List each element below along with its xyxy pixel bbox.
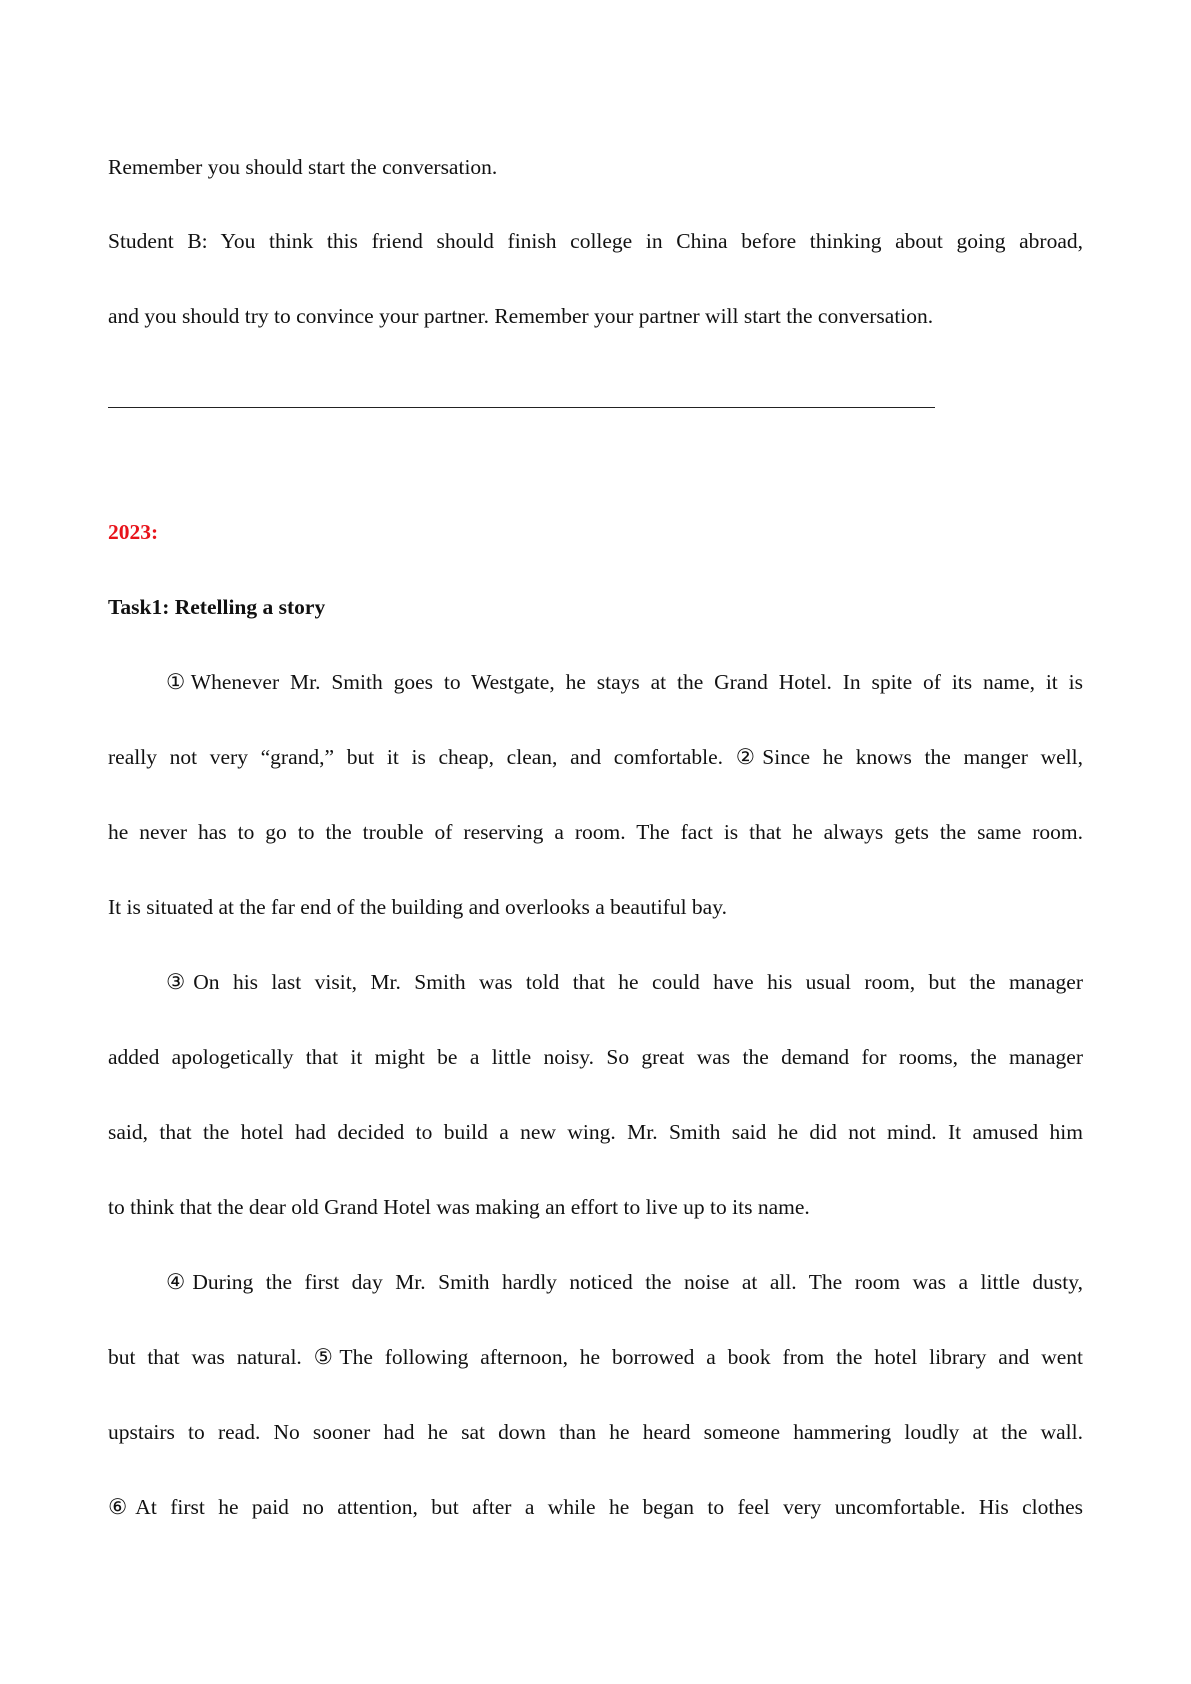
story-p3-line-3: upstairs to read. No sooner had he sat down than he heard someone hammering loudly at the wall. bbox=[108, 1420, 1083, 1444]
section-divider bbox=[108, 407, 935, 408]
story-p1-line-4: It is situated at the far end of the building and overlooks a beautiful bay. bbox=[108, 895, 727, 919]
story-p1-line-1: ①Whenever Mr. Smith goes to Westgate, he stays at the Grand Hotel. In spite of its name, it is bbox=[166, 670, 1083, 694]
story-p3-line-2: but that was natural. ⑤The following afternoon, he borrowed a book from the hotel library and went bbox=[108, 1345, 1083, 1369]
story-p2-line-2: added apologetically that it might be a little noisy. So great was the demand for rooms, the manager bbox=[108, 1045, 1083, 1069]
intro-line-3: and you should try to convince your partner. Remember your partner will start the conversation. bbox=[108, 304, 934, 328]
story-p1-line-3: he never has to go to the trouble of reserving a room. The fact is that he always gets the same room. bbox=[108, 820, 1083, 844]
story-p3-line-4: ⑥At first he paid no attention, but after a while he began to feel very uncomfortable. His clothes bbox=[108, 1495, 1083, 1519]
task-title: Task1: Retelling a story bbox=[108, 595, 326, 619]
section-year-heading: 2023: bbox=[108, 520, 159, 544]
story-p2-line-4: to think that the dear old Grand Hotel was making an effort to live up to its name. bbox=[108, 1195, 810, 1219]
story-p1-line-2: really not very “grand,” but it is cheap, clean, and comfortable. ②Since he knows the manger well, bbox=[108, 745, 1083, 769]
story-p3-line-1: ④During the first day Mr. Smith hardly noticed the noise at all. The room was a little dusty, bbox=[166, 1270, 1083, 1294]
story-p2-line-1: ③On his last visit, Mr. Smith was told that he could have his usual room, but the manager bbox=[166, 970, 1083, 994]
intro-line-2: Student B: You think this friend should finish college in China before thinking about going abroad, bbox=[108, 229, 1083, 253]
intro-line-1: Remember you should start the conversation. bbox=[108, 155, 498, 179]
story-p2-line-3: said, that the hotel had decided to build a new wing. Mr. Smith said he did not mind. It amused him bbox=[108, 1120, 1083, 1144]
